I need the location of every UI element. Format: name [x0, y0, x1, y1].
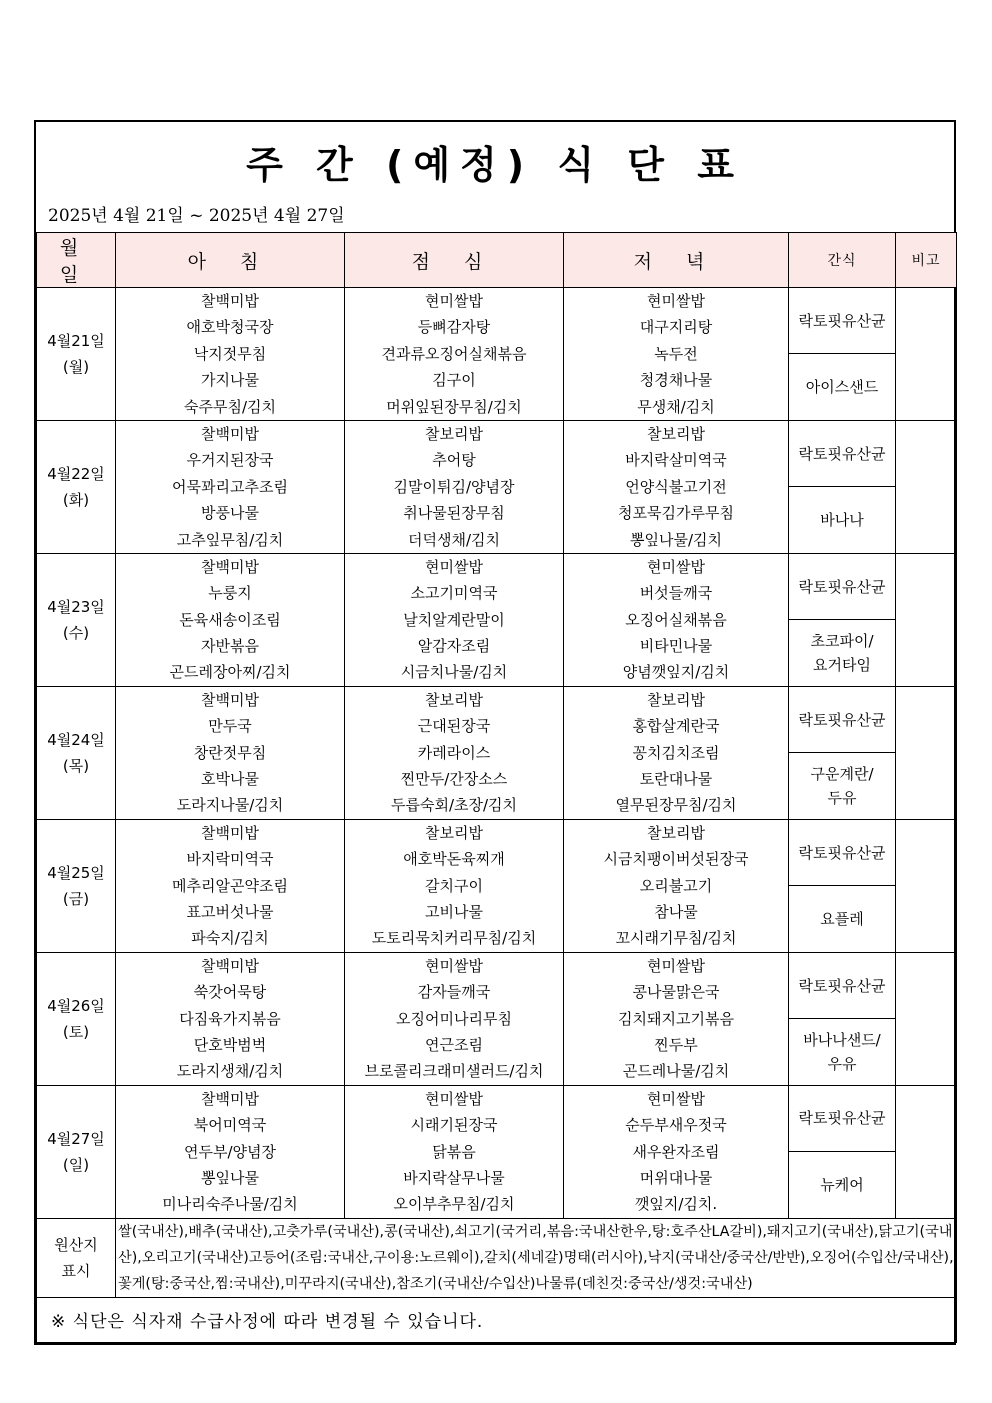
lunch-item: 찐만두/간장소스: [400, 770, 508, 789]
lunch-item: 시래기된장국: [410, 1116, 498, 1135]
dinner-item: 순두부새우젓국: [625, 1116, 727, 1135]
day-cell: [37, 288, 116, 421]
dinner-item: 토란대나물: [639, 770, 713, 789]
breakfast-item: 곤드레장아찌/김치: [169, 663, 291, 682]
dinner-item: 현미쌀밥: [647, 1089, 705, 1108]
day-date: 4월23일: [47, 597, 105, 616]
note-cell: [896, 819, 957, 952]
header-day: 월 일: [37, 233, 116, 288]
day-date: 4월24일: [47, 730, 105, 749]
dinner-item: 새우완자조림: [632, 1142, 720, 1161]
breakfast-cell: [116, 819, 345, 952]
lunch-item: 날치알계란말이: [403, 610, 505, 629]
dinner-item: 오리불고기: [639, 876, 713, 895]
breakfast-item: 우거지된장국: [186, 451, 274, 470]
lunch-item: 근대된장국: [417, 717, 491, 736]
snack-secondary: 바나나샌드/ 우유: [789, 1019, 896, 1085]
lunch-cell: [345, 553, 564, 686]
day-row: [37, 819, 957, 885]
note-row: [37, 1297, 957, 1342]
day-date: 4월21일: [47, 331, 105, 350]
breakfast-item: 도라지나물/김치: [176, 796, 284, 815]
dinner-item: 찐두부: [654, 1035, 698, 1054]
dinner-item: 홍합살계란국: [632, 717, 720, 736]
breakfast-item: 찰백미밥: [201, 424, 259, 443]
breakfast-item: 낙지젓무침: [193, 344, 267, 363]
dinner-item: 참나물: [654, 902, 698, 921]
breakfast-item: 찰백미밥: [201, 690, 259, 709]
breakfast-cell: [116, 420, 345, 553]
lunch-item: 고비나물: [425, 902, 483, 921]
lunch-item: 견과류오징어실채볶음: [381, 344, 527, 363]
header-dinner: 저 녁: [564, 233, 789, 288]
lunch-item: 현미쌀밥: [425, 956, 483, 975]
dinner-cell: [564, 819, 789, 952]
snack-primary: 락토핏유산균: [789, 1085, 896, 1151]
day-row: [37, 1085, 957, 1151]
day-row: [37, 288, 957, 354]
lunch-item: 등뼈감자탕: [417, 318, 491, 337]
dinner-item: 깻잎지/김치.: [634, 1195, 718, 1214]
dinner-item: 대구지리탕: [639, 318, 713, 337]
breakfast-item: 연두부/양념장: [184, 1142, 276, 1161]
breakfast-item: 찰백미밥: [201, 1089, 259, 1108]
lunch-item: 오징어미나리무침: [396, 1009, 512, 1028]
dinner-item: 청경채나물: [639, 371, 713, 390]
lunch-item: 김말이튀김/양념장: [393, 477, 515, 496]
breakfast-item: 단호박범벅: [193, 1035, 267, 1054]
lunch-cell: [345, 420, 564, 553]
snack-primary: 락토핏유산균: [789, 819, 896, 885]
day-date: 4월27일: [47, 1129, 105, 1148]
breakfast-item: 만두국: [208, 717, 252, 736]
dinner-item: 콩나물맑은국: [632, 983, 720, 1002]
day-weekday: (화): [62, 490, 90, 509]
note-cell: [896, 952, 957, 1085]
dinner-item: 현미쌀밥: [647, 956, 705, 975]
day-date: 4월25일: [47, 863, 105, 882]
breakfast-item: 쑥갓어묵탕: [193, 983, 267, 1002]
lunch-item: 알감자조림: [417, 637, 491, 656]
lunch-item: 추어탕: [432, 451, 476, 470]
lunch-item: 찰보리밥: [425, 690, 483, 709]
snack-secondary: 구운계란/ 두유: [789, 753, 896, 819]
breakfast-item: 뽕잎나물: [201, 1168, 259, 1187]
lunch-item: 애호박돈육찌개: [403, 850, 505, 869]
lunch-item: 닭볶음: [432, 1142, 476, 1161]
snack-primary: 락토핏유산균: [789, 686, 896, 752]
lunch-item: 머위잎된장무침/김치: [386, 397, 522, 416]
dinner-cell: [564, 288, 789, 421]
lunch-item: 카레라이스: [417, 743, 491, 762]
snack-secondary: 뉴케어: [789, 1152, 896, 1218]
note-cell: [896, 686, 957, 819]
breakfast-cell: [116, 686, 345, 819]
origin-label: 원산지 표시: [37, 1218, 116, 1297]
lunch-item: 소고기미역국: [410, 584, 498, 603]
note-cell: [896, 1085, 957, 1218]
lunch-item: 오이부추무침/김치: [393, 1195, 515, 1214]
origin-text: 쌀(국내산),배추(국내산),고춧가루(국내산),콩(국내산),쇠고기(국거리,볶음:국내산한우,탕:호주산LA갈비),돼지고기(국내산),닭고기(국내산),오리고기(국내산)고등어(조림:국내산,구이용:노르웨이),갈치(세네갈)명태(러시아),낙지(국내산/중국산/반반),오징어(수입산/국내산),꽃게(탕:중국산,찜:국내산),미꾸라지(국내산),참조기(국내산/수입산)나물류(데친것:중국산/생것:국내산): [116, 1218, 957, 1297]
day-row: [37, 952, 957, 1018]
dinner-item: 무생채/김치: [637, 397, 715, 416]
dinner-item: 현미쌀밥: [647, 292, 705, 310]
day-date: 4월22일: [47, 464, 105, 483]
dinner-item: 오징어실채볶음: [625, 610, 727, 629]
dinner-item: 머위대나물: [639, 1168, 713, 1187]
day-date: 4월26일: [47, 996, 105, 1015]
dinner-item: 양념깻잎지/김치: [622, 663, 730, 682]
lunch-item: 더덕생채/김치: [408, 530, 500, 549]
snack-secondary: 바나나: [789, 487, 896, 553]
breakfast-item: 자반볶음: [201, 637, 259, 656]
dinner-cell: [564, 553, 789, 686]
header-note: 비고: [896, 233, 957, 288]
lunch-item: 현미쌀밥: [425, 1089, 483, 1108]
dinner-item: 곤드레나물/김치: [622, 1062, 730, 1081]
breakfast-cell: [116, 1085, 345, 1218]
dinner-item: 바지락살미역국: [625, 451, 727, 470]
lunch-item: 두릅숙회/초장/김치: [390, 796, 518, 815]
breakfast-item: 찰백미밥: [201, 557, 259, 576]
breakfast-item: 도라지생채/김치: [176, 1062, 284, 1081]
day-weekday: (일): [62, 1155, 90, 1174]
day-cell: [37, 1085, 116, 1218]
header-lunch: 점 심: [345, 233, 564, 288]
header-breakfast: 아 침: [116, 233, 345, 288]
dinner-item: 열무된장무침/김치: [615, 796, 737, 815]
page-title: 주 간 (예정) 식 단 표: [246, 142, 744, 187]
lunch-item: 취나물된장무침: [403, 504, 505, 523]
breakfast-cell: [116, 553, 345, 686]
day-weekday: (금): [62, 889, 90, 908]
lunch-item: 현미쌀밥: [425, 292, 483, 310]
lunch-item: 찰보리밥: [425, 823, 483, 842]
breakfast-item: 미나리숙주나물/김치: [162, 1195, 298, 1214]
snack-primary: 락토핏유산균: [789, 553, 896, 619]
dinner-item: 비타민나물: [639, 637, 713, 656]
dinner-cell: [564, 952, 789, 1085]
day-weekday: (목): [62, 756, 90, 775]
menu-table: [36, 232, 957, 1343]
breakfast-item: 숙주무침/김치: [184, 397, 276, 416]
menu-body: [37, 288, 957, 1219]
lunch-cell: [345, 819, 564, 952]
lunch-item: 브로콜리크래미샐러드/김치: [364, 1062, 544, 1081]
lunch-item: 갈치구이: [425, 876, 483, 895]
footnote: ※ 식단은 식자재 수급사정에 따라 변경될 수 있습니다.: [37, 1297, 957, 1342]
breakfast-item: 어묵꽈리고추조림: [172, 477, 288, 496]
lunch-item: 바지락살무나물: [403, 1168, 505, 1187]
day-row: [37, 686, 957, 752]
breakfast-item: 애호박청국장: [186, 318, 274, 337]
breakfast-item: 파숙지/김치: [191, 929, 269, 948]
lunch-item: 시금치나물/김치: [400, 663, 508, 682]
snack-primary: 락토핏유산균: [789, 952, 896, 1018]
breakfast-item: 바지락미역국: [186, 850, 274, 869]
lunch-item: 찰보리밥: [425, 424, 483, 443]
dinner-item: 뽕잎나물/김치: [630, 530, 722, 549]
lunch-item: 도토리묵치커리무침/김치: [371, 929, 537, 948]
date-range: 2025년 4월 21일 ~ 2025년 4월 27일: [48, 206, 345, 226]
day-cell: [37, 819, 116, 952]
menu-sheet: [34, 120, 956, 1345]
breakfast-cell: [116, 288, 345, 421]
snack-secondary: 요플레: [789, 886, 896, 952]
day-cell: [37, 952, 116, 1085]
lunch-cell: [345, 686, 564, 819]
dinner-item: 현미쌀밥: [647, 557, 705, 576]
lunch-cell: [345, 288, 564, 421]
day-row: [37, 553, 957, 619]
breakfast-item: 찰백미밥: [201, 292, 259, 310]
dinner-item: 녹두전: [654, 344, 698, 363]
snack-primary: 락토핏유산균: [789, 420, 896, 486]
day-row: [37, 420, 957, 486]
lunch-cell: [345, 952, 564, 1085]
breakfast-item: 가지나물: [201, 371, 259, 390]
breakfast-item: 메추리알곤약조림: [172, 876, 288, 895]
breakfast-cell: [116, 952, 345, 1085]
lunch-item: 감자들깨국: [417, 983, 491, 1002]
lunch-cell: [345, 1085, 564, 1218]
breakfast-item: 창란젓무침: [193, 743, 267, 762]
dinner-item: 청포묵김가루무침: [618, 504, 734, 523]
breakfast-item: 다짐육가지볶음: [179, 1009, 281, 1028]
dinner-item: 버섯들깨국: [639, 584, 713, 603]
dinner-item: 언양식불고기전: [625, 477, 727, 496]
snack-secondary: 초코파이/ 요거타임: [789, 620, 896, 686]
day-weekday: (수): [62, 623, 90, 642]
day-cell: [37, 686, 116, 819]
breakfast-item: 고추잎무침/김치: [176, 530, 284, 549]
day-cell: [37, 553, 116, 686]
dinner-cell: [564, 686, 789, 819]
snack-primary: 락토핏유산균: [789, 288, 896, 354]
dinner-item: 찰보리밥: [647, 823, 705, 842]
header-snack: 간식: [789, 233, 896, 288]
day-cell: [37, 420, 116, 553]
dinner-item: 찰보리밥: [647, 690, 705, 709]
dinner-cell: [564, 420, 789, 553]
dinner-item: 꽁치김치조림: [632, 743, 720, 762]
day-weekday: (월): [62, 357, 90, 376]
dinner-item: 김치돼지고기볶음: [618, 1009, 734, 1028]
lunch-item: 현미쌀밥: [425, 557, 483, 576]
breakfast-item: 북어미역국: [193, 1116, 267, 1135]
breakfast-item: 누룽지: [208, 584, 252, 603]
dinner-item: 시금치팽이버섯된장국: [603, 850, 749, 869]
dinner-cell: [564, 1085, 789, 1218]
lunch-item: 김구이: [432, 371, 476, 390]
dinner-item: 꼬시래기무침/김치: [615, 929, 737, 948]
breakfast-item: 호박나물: [201, 770, 259, 789]
header-row: [37, 233, 957, 288]
snack-secondary: 아이스샌드: [789, 354, 896, 420]
dinner-item: 찰보리밥: [647, 424, 705, 443]
breakfast-item: 표고버섯나물: [186, 902, 274, 921]
lunch-item: 연근조림: [425, 1035, 483, 1054]
breakfast-item: 돈육새송이조림: [179, 610, 281, 629]
note-cell: [896, 553, 957, 686]
note-cell: [896, 288, 957, 421]
note-cell: [896, 420, 957, 553]
day-weekday: (토): [62, 1022, 90, 1041]
breakfast-item: 찰백미밥: [201, 956, 259, 975]
breakfast-item: 방풍나물: [201, 504, 259, 523]
breakfast-item: 찰백미밥: [201, 823, 259, 842]
origin-row: [37, 1218, 957, 1297]
